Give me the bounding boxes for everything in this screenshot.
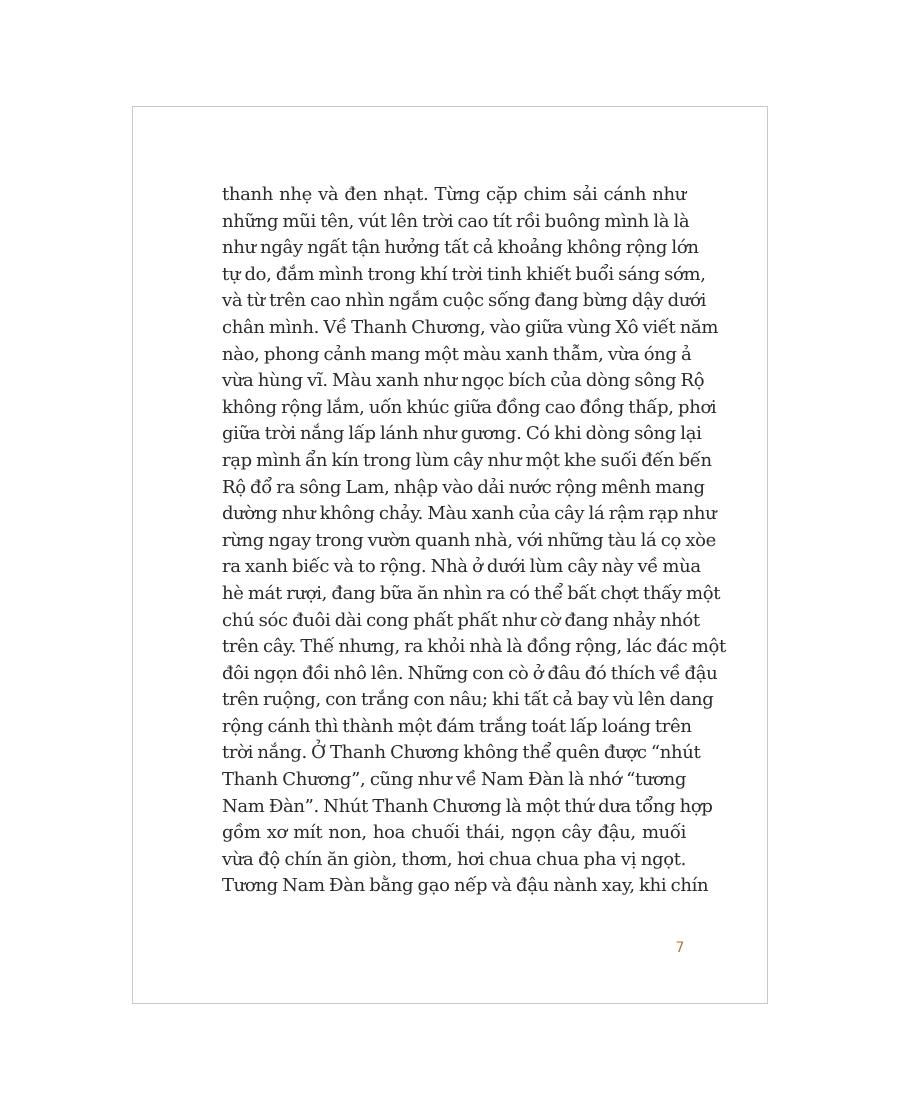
page-number: 7 xyxy=(675,940,685,956)
text-line: chân mình. Về Thanh Chương, vào giữa vùng Xô viết năm xyxy=(222,316,719,338)
text-line: như ngây ngất tận hưởng tất cả khoảng không rộng lớn xyxy=(222,237,699,259)
text-line: những mũi tên, vút lên trời cao tít rồi buông mình là là xyxy=(222,210,690,232)
text-line: ra xanh biếc và to rộng. Nhà ở dưới lùm cây này về mùa xyxy=(222,556,701,578)
text-line: trên ruộng, con trắng con nâu; khi tất cả bay vù lên dang xyxy=(222,689,714,711)
text-line: vừa độ chín ăn giòn, thơm, hơi chua chua pha vị ngọt. xyxy=(222,848,686,870)
text-line: không rộng lắm, uốn khúc giữa đồng cao đồng thấp, phơi xyxy=(222,396,717,418)
text-line: thanh nhẹ và đen nhạt. Từng cặp chim sải cánh như xyxy=(222,184,686,205)
body-text xyxy=(222,182,726,900)
text-line: giữa trời nắng lấp lánh như gương. Có khi dòng sông lại xyxy=(222,423,702,445)
text-line: rạp mình ẩn kín trong lùm cây như một khe suối đến bến xyxy=(222,449,712,471)
text-line: rộng cánh thì thành một đám trắng toát lấp loáng trên xyxy=(222,715,692,737)
text-line: nào, phong cảnh mang một màu xanh thẫm, vừa óng ả xyxy=(222,343,692,365)
text-line: Nam Đàn”. Nhút Thanh Chương là một thứ dưa tổng hợp xyxy=(222,795,713,817)
text-line: trên cây. Thế nhưng, ra khỏi nhà là đồng rộng, lác đác một xyxy=(222,636,726,658)
text-line: trời nắng. Ở Thanh Chương không thể quên được “nhút xyxy=(222,742,701,764)
text-line: dường như không chảy. Màu xanh của cây lá rậm rạp như xyxy=(222,503,717,525)
text-line: đôi ngọn đồi nhô lên. Những con cò ở đâu đó thích về đậu xyxy=(222,662,718,684)
text-line: vừa hùng vĩ. Màu xanh như ngọc bích của dòng sông Rộ xyxy=(222,370,705,392)
text-line: và từ trên cao nhìn ngắm cuộc sống đang bừng dậy dưới xyxy=(222,290,706,312)
text-line: chú sóc đuôi dài cong phất phất như cờ đang nhảy nhót xyxy=(222,609,700,631)
text-line: Tương Nam Đàn bằng gạo nếp và đậu nành xay, khi chín xyxy=(222,875,709,897)
text-line: Rộ đổ ra sông Lam, nhập vào dải nước rộng mênh mang xyxy=(222,476,705,498)
text-line: Thanh Chương”, cũng như về Nam Đàn là nhớ “tương xyxy=(222,769,686,791)
text-line: gồm xơ mít non, hoa chuối thái, ngọn cây đậu, muối xyxy=(222,822,686,844)
text-line: rừng ngay trong vườn quanh nhà, với những tàu lá cọ xòe xyxy=(222,529,716,551)
text-line: tự do, đắm mình trong khí trời tinh khiết buổi sáng sớm, xyxy=(222,263,706,285)
text-line: hè mát rượi, đang bữa ăn nhìn ra có thể bất chợt thấy một xyxy=(222,582,721,604)
